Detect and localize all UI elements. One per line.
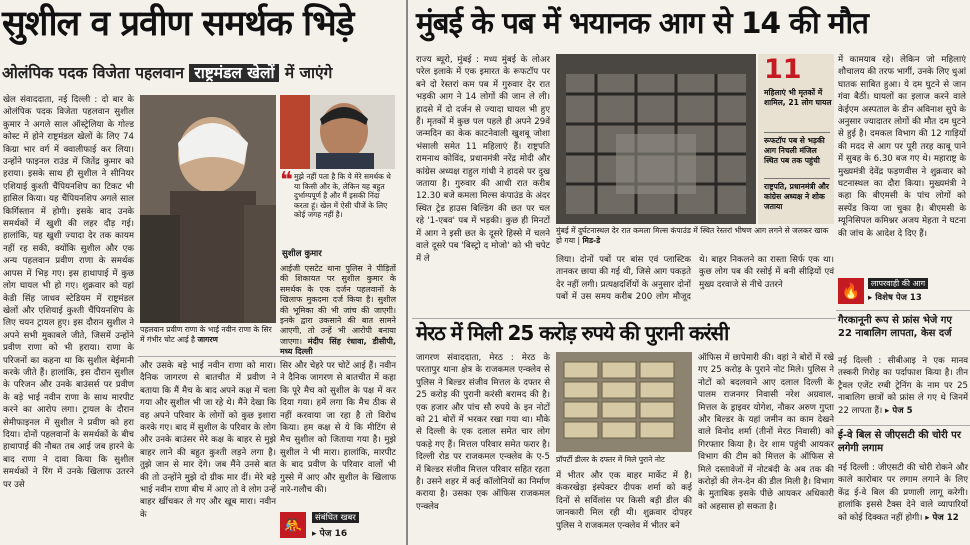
subhead-highlight: राष्ट्रमंडल खेलों xyxy=(189,64,279,82)
mumbai-photo-credit: मिड-डे xyxy=(582,236,601,245)
photo1-caption-text: पहलवान प्रवीण राणा के भाई नवीन राणा के सिर में गंभीर चोट आई है xyxy=(140,325,272,344)
photo-sushil-kumar xyxy=(280,95,395,169)
quote-author: सुशील कुमार xyxy=(282,249,322,259)
fact-2: रूफटॉप पब से भड़की आग निचली मंजिल स्थित पब तक पहुंची xyxy=(764,136,825,165)
quote-box xyxy=(280,170,395,262)
brief-2-text: नई दिल्ली : जीएसटी की चोरी रोकने और काले कारोबार पर लगाम लगाने के लिए केंद्र ई-वे बिल की प्रणाली लागू करेगी। हालांकि इससे टैक्स देने वाले व्यापारियों को कोई दिक्कत नहीं होगी। ▸ पेज 12 xyxy=(838,463,968,523)
currency-photo xyxy=(556,352,692,452)
mumbai-body-col1: राज्य ब्यूरो, मुंबई : मध्य मुंबई के लोअर परेल इलाके में एक इमारत के रूफटॉप पर बने दो रेस्तरां कम पब में गुरुवार देर रात भड़की आग ने 14 लोगों की जान ले ली। हादसे में दो दर्जन से ज्यादा घायल भी हुए हैं। मृतकों में कुछ पल पहले ही अपने 29वें जन्मदिन का केक काटनेवाली खुशबू जोशा भंसाली समेत 11 महिलाएं हैं। राष्ट्रपति रामनाथ कोविंद, प्रधानमंत्री नरेंद्र मोदी और कांग्रेस अध्यक्ष राहुल गांधी ने हादसे पर दुख जताया है। गुरुवार की आधी रात करीब 12.30 बजे कमला मिल्स कंपाउंड के अंदर स्थित ट्रेड हाउस बिल्डिंग की छत पर चल रहे '1-एबव' पब में भड़की। कुछ ही मिनटों में आग ने इसी छत के दूसरे हिस्से में चलने वाले दूसरे पब 'बिस्ट्रो द मोजो' को भी चपेट में ले xyxy=(416,55,550,264)
headline-currency: मेरठ में मिली 25 करोड़ रुपये की पुरानी करंसी xyxy=(416,321,729,345)
brief-1-text: नई दिल्ली : सीबीआइ ने एक मानव तस्करी गिरोह का पर्दाफाश किया है। तीन ट्रैवल एजेंट रग्बी ट्रेनिंग के नाम पर 25 नाबालिग छात्रों को फ्रांस ले गए थे जिनमें 22 लापता हैं। ▸ पेज 5 xyxy=(838,356,968,416)
ref-label: लापरवाही की आग xyxy=(868,278,928,289)
arrow-icon-2: ▸ xyxy=(868,293,876,303)
divider-left-mid xyxy=(138,356,396,357)
fact-rule-2 xyxy=(764,178,830,179)
brief-1-page: पेज 5 xyxy=(892,405,913,416)
related-page xyxy=(312,526,347,539)
brief-1-headline: गैरकानूनी रूप से फ्रांस भेजे गए 22 नाबालिग लापता, केस दर्ज xyxy=(838,315,952,339)
headline-sushil: सुशील व प्रवीण समर्थक भिड़े xyxy=(2,4,354,44)
related-page-text: पेज 16 xyxy=(319,529,348,539)
currency-body-col1: जागरण संवाददाता, मेरठ : मेरठ के परतापुर थाना क्षेत्र के राजकमल एन्क्लेव से पुलिस ने बिल्डर संजीव मित्तल के दफ्तर से 25 करोड़ की पुरानी करंसी बरामद की है। एक हजार और पांच सौ रुपये के इन नोटों को 21 बोरों में भरकर रखा गया था। मौके से दिल्ली के एक दलाल समेत चार लोग पकड़े गए हैं। मित्तल परिवार समेत फरार है। दिल्ली रोड पर राजकमल एन्क्लेव के ए-5 में बिल्डर संजीव मित्तल परिवार सहित रहता है। उसने शहर में कई कॉलोनियों का निर्माण कराया है। उसका एक ऑफिस राजकमल एन्क्लेव xyxy=(416,353,550,512)
currency-body-col3: ऑफिस में छापेमारी की। वहां ने बोरों में रखे गए 25 करोड़ के पुराने नोट मिले। पुलिस ने नोटों को बदलवाने आए दलाल दिल्ली के पालम राजनगर निवासी नरेश अग्रवाल, मित्तल के ड्राइवर योगेश, नौकर अरुण गुप्ता और बिल्डर के यहां जमीन का काम देखने वाले विनोद शर्मा (तीनों मेरठ निवासी) को गिरफ्तार किया है। देर शाम पहुंची आयकर विभाग की टीम को मित्तल के ऑफिस से मिले दस्तावेजों में नोटबंदी के अब तक की करोड़ों की लेन-देन की डील मिली है। विभाग के मुताबिक इसके पीछे आयकर अधिकारी को अहसास हो सकता है। xyxy=(698,353,834,512)
dcp-statement-text: आईजी एसटेट थाना पुलिस ने पीड़ितों की शिकायत पर सुशील कुमार के समर्थक के एक दर्जन पहलवानों के खिलाफ मुकदमा दर्ज किया है। सुशील की भूमिका की भी जांच की जाएगी। इनके द्वारा उकसाने की बात सामने आएगी, तो उन्हें भी आरोपी बनाया जाएगा। xyxy=(280,264,396,346)
quote-mark-icon: ❝ xyxy=(280,168,293,193)
photo-naveen-rana xyxy=(140,95,276,323)
subhead-text: ओलंपिक पदक विजेता पहलवान xyxy=(2,64,184,82)
sushil-body-col3: सिर और चेहरे पर चोटें आई हैं। नवीन ने दैनिक जागरण से बातचीत में कहा कि पूरे मैच को सुशील के पक्ष में कर दिया गया। हमें लगा कि मैच ठीक से नहीं करवाया जा रहा है तो विरोध किया। हम कक्ष से ये कि मीटिंग से मैच सुशील को जिताया गया है। मुझे सुशील ने भी मारा। हालांकि, मारपीट के बाद प्रवीण के परिवार वालों भी गुस्से में आए और सुशील के खिलाफ नारे-गलौच की। xyxy=(280,361,396,496)
quote-text: मुझे नहीं पता है कि ये मेरे समर्थक थे या किसी और के, लेकिन यह बहुत दुर्भाग्यपूर्ण है और मैं इसकी निंदा करता हूं। खेल में ऐसी चीजें के लिए कोई जगह नहीं है। xyxy=(294,172,391,220)
injured-wrestler-image xyxy=(140,95,276,323)
mumbai-body-right: में कामयाब रहे। लेकिन जो महिलाएं शौचालय की तरफ भागीं, उनके लिए धुआं घातक साबित हुआ। ये दम घुटने से जान गंवा बैठीं। घायलों का इलाज करने वाले केईएम अस्पताल के डीन अविनाश सुपे के अनुसार ज्यादातर लोगों की मौत दम घुटने से हुई है। दमकल विभाग की 12 गाड़ियों की मदद से आग पर पूरी तरह काबू पाने में सुबह के 6.30 बज गए थे। महाराष्ट्र के मुख्यमंत्री देवेंद्र फड़णवीस ने शुक्रवार को घटनास्थल का दौरा किया। मुख्यमंत्री ने कहा कि बीएमसी के पांच लोगों को सस्पेंड किया जा चुका है। बीएमसी के म्यूनिसिपल कमिश्नर अजय मेहता ने घटना की जांच के आदेश दे दिए हैं। xyxy=(838,55,966,239)
ref-page xyxy=(868,292,922,303)
mumbai-photo-caption: मुंबई में दुर्घटनास्थल देर रात कमला मिल्स कंपाउंड में स्थित रेस्तरां भीषण आग लगने से जलकर खाक हो गया | मिड-डे xyxy=(556,226,829,245)
headline-mumbai: मुंबई के पब में भयानक आग से 14 की मौत xyxy=(416,6,868,40)
divider-briefs xyxy=(836,310,970,311)
flame-icon: 🔥 xyxy=(838,278,864,304)
ref-page-text: विशेष पेज 13 xyxy=(875,293,922,303)
stat-number: 11 xyxy=(764,54,802,85)
mumbai-factbox xyxy=(758,54,834,224)
arrow-icon: ▸ xyxy=(312,529,320,539)
mumbai-reference[interactable] xyxy=(838,278,966,306)
sushil-portrait-image xyxy=(280,95,395,169)
stat-text: महिलाएं भी मृतकों में शामिल, 21 लोग घायल xyxy=(764,88,832,107)
divider-briefs-2 xyxy=(836,425,970,426)
photo1-caption xyxy=(140,325,276,347)
related-news-box[interactable] xyxy=(280,510,396,540)
mumbai-body-mid: लिया। दोनों पबों पर बांस एवं प्लास्टिक तानकर छाया की गई थी, जिसे आग पकड़ते देर नहीं लगी। प्रत्यक्षदर्शियों के अनुसार दोनों पबों में उस समय करीब 200 लोग मौजूद थे। बाहर निकलने का रास्ता सिर्फ एक था। कुछ लोग पब की रसोई में बनी सीढ़ियों एवं मुख्य दरवाजे से नीचे उतरने xyxy=(556,255,834,303)
dcp-statement xyxy=(280,264,396,357)
subhead-sushil xyxy=(2,62,332,84)
mumbai-photo-caption-text: मुंबई में दुर्घटनास्थल देर रात कमला मिल्स कंपाउंड में स्थित रेस्तरां भीषण आग लगने से जलकर खाक हो गया xyxy=(556,226,829,245)
brief-2-body: नई दिल्ली : जीएसटी की चोरी रोकने और काले कारोबार पर लगाम लगाने के लिए केंद्र ई-वे बिल की प्रणाली लागू करेगी। हालांकि इससे टैक्स देने वाले व्यापारियों को कोई दिक्कत नहीं होगी। xyxy=(838,463,968,523)
fact-rule-1 xyxy=(764,132,830,133)
fact-3: राष्ट्रपति, प्रधानमंत्री और कांग्रेस अध्यक्ष ने शोक जताया xyxy=(764,182,830,211)
cash-bundles-image xyxy=(556,352,692,452)
brief-1-body: नई दिल्ली : सीबीआइ ने एक मानव तस्करी गिरोह का पर्दाफाश किया है। तीन ट्रैवल एजेंट रग्बी ट्रेनिंग के नाम पर 25 नाबालिग छात्रों को फ्रांस ले गए थे जिनमें 22 लापता हैं। xyxy=(838,356,968,416)
mumbai-fire-photo xyxy=(556,54,756,224)
wrestling-icon: 🤼 xyxy=(280,512,306,538)
photo1-credit: जागरण xyxy=(197,335,218,344)
currency-photo-caption: प्रॉपर्टी डीलर के दफ्तर में मिले पुराने नोट xyxy=(556,455,665,464)
vertical-divider xyxy=(406,0,408,545)
currency-body-col2: में भीतर और एक बाहर मार्केट में है। कंकरखेड़ा इंस्पेक्टर दीपक शर्मा को कई दिनों से सर्विलांस पर किसी बड़ी डील की जानकारी मिल रही थी। शुक्रवार दोपहर पुलिस ने राजकमल एन्क्लेव में भीतर बने xyxy=(556,471,692,531)
brief-2-headline: ई-वे बिल से जीएसटी की चोरी पर लगेगी लगाम xyxy=(838,430,961,454)
sushil-body-col1: खेल संवाददाता, नई दिल्ली : दो बार के ओलंपिक पदक विजेता पहलवान सुशील कुमार ने अगले साल ऑस्ट्रेलिया के गोल्ड कोस्ट में होने राष्ट्रमंडल खेलों के लिए 74 किग्रा भार वर्ग में क्वालीफाई कर लिया। उन्होंने फाइनल राउंड में जितेंद्र कुमार को हराया। इसके साथ ही सुशील ने सीनियर एशियाई कुश्ती चैंपियनशिप का टिकट भी हासिल किया। यह चैंपियनशिप अगले साल किर्गिस्तान में होगी। इसके बाद उनके समर्थकों में खुशी की लहर दौड़ गई। हालांकि, यह खुशी ज्यादा देर तक कायम नहीं रह सकी, क्योंकि सुशील और एक अन्य पहलवान प्रवीण राणा के समर्थक आपस में भिड़ गए। इस हाथापाई में कुछ लोग घायल भी हो गए। शुक्रवार को यहां केडी सिंह जाधव स्टेडियम में राष्ट्रमंडल खेलों और एशियाई कुश्ती चैंपियनशिप के लिए चयन ट्रायल हुए। इस दौरान सुशील ने अपने सभी मुकाबले जीते, जिसमें उन्होंने प्रवीण राणा को भी हराया। राणा के परिजनों का कहना था कि सुशील बेईमानी करके जीते हैं। हालांकि, इस दौरान सुशील के परिजन और उनके बाउंसर्स पर प्रवीण के बड़े भाई नवीन राणा के साथ मारपीट करने का आरोप लगा। ट्रायल के दौरान सेमीफाइनल में सुशील ने प्रवीण को हरा दिया। दोनों पहलवानों के समर्थकों के बीच हाथापाई की नौबत तब आई जब हारने के बाद राणा ने दावा किया कि सुशील समर्थकों ने रिंग में उनके खिलाफ उतरने पर उसे xyxy=(3,95,134,490)
dcp-statement-sign: मंदीप सिंह रंधावा, डीसीपी, मध्य दिल्ली xyxy=(280,336,396,357)
sushil-body-col2: और उसके बड़े भाई नवीन राणा को मारा। दैनिक जागरण से बातचीत में प्रवीण ने बताया कि मैं मैच के बाद अपने कक्ष में चला गया और सुशील भी जा रहे थे। मैंने देखा कि वह अपने परिवार के लोगों को कुछ इशारा करके गए। बाद में सुशील के परिवार के लोग और उनके बाउंसर मेरे कक्ष के बाहर से मुझे बाहर लाने की बहुत कुश्ती लड़ने लगा है। तुझे जान से मार देंगे। जब मैंने उनसे बात की तो उन्होंने मुझे दो ग्रीक मार दीं। मेरे बड़े भाई नवीन राणा बीच में आए तो वे लोग उन्हें बाहर खींचकर ले गए और खूब मारा। नवीन के xyxy=(140,361,276,520)
subhead-end: में जाएंगे xyxy=(284,64,333,82)
brief-2-page: पेज 12 xyxy=(932,512,959,523)
related-label: संबंधित खबर xyxy=(312,512,359,523)
burnt-pub-image xyxy=(556,54,756,224)
